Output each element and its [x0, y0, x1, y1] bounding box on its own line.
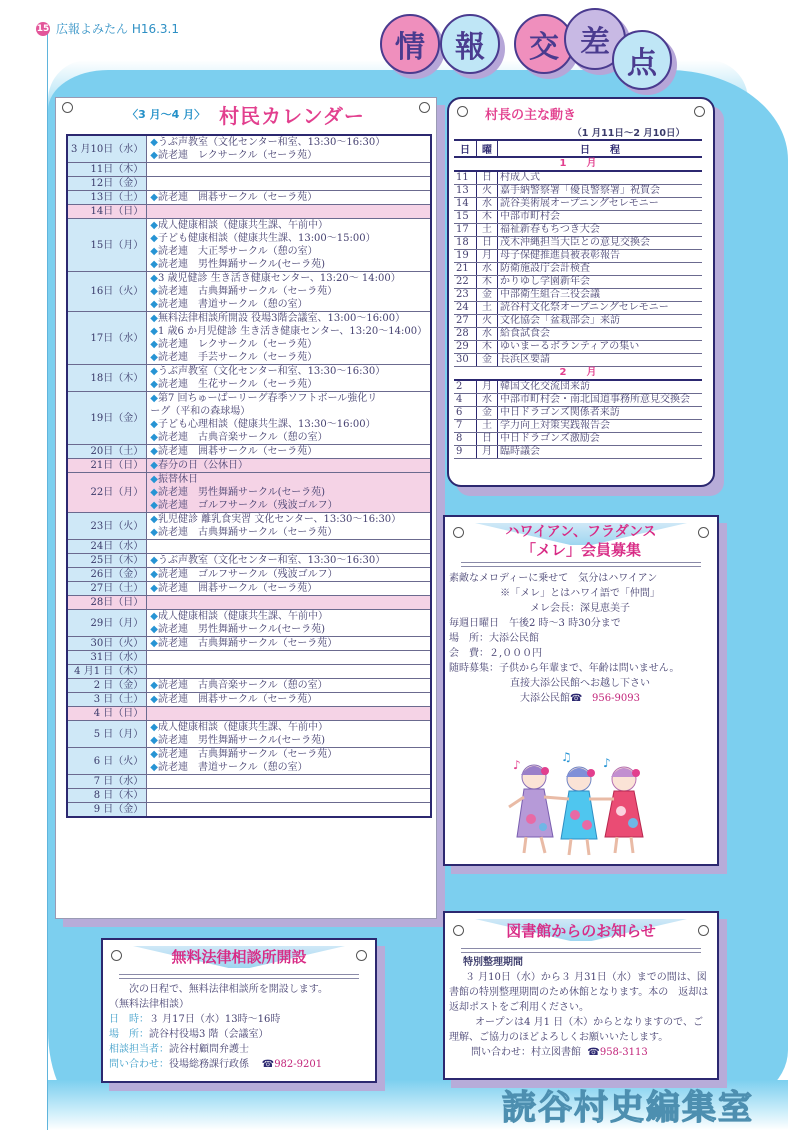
calendar-event: ◆ 読老連 手芸サークル（セーラ苑） — [150, 351, 427, 364]
calendar-date: 27日（土） — [67, 582, 147, 596]
calendar-event: ◆ 読老連 囲碁サークル（セーラ苑） — [150, 445, 427, 458]
calendar-row — [67, 205, 431, 219]
schedule-row — [454, 263, 702, 276]
calendar-events — [147, 163, 431, 177]
calendar-row — [67, 637, 431, 651]
law-row-value: ３ 月17日（水）13時〜16時 — [149, 1014, 281, 1025]
schedule-event: 防衛施設庁会計検査 — [498, 263, 703, 276]
month-label: 1 月 — [454, 157, 702, 171]
calendar-title: 村民カレンダー — [219, 103, 365, 128]
punch-hole-icon — [457, 106, 468, 117]
calendar-event: ーグ（平和の森球場） — [150, 406, 251, 417]
calendar-event: ◆ 読老連 囲碁サークル（セーラ苑） — [150, 582, 427, 595]
calendar-events — [147, 748, 431, 775]
schedule-day: 6 — [454, 407, 477, 420]
hawaiian-hula-recruitment-panel — [443, 515, 719, 866]
month-header-row — [454, 367, 702, 381]
schedule-weekday: 火 — [477, 315, 498, 328]
calendar-row — [67, 707, 431, 721]
calendar-row — [67, 665, 431, 679]
calendar-event: ◆ うぶ声教室（文化センター和室、13:30〜16:30） — [150, 136, 427, 149]
schedule-weekday: 土 — [477, 302, 498, 315]
law-title: 無料法律相談所開設 — [171, 948, 307, 966]
calendar-event: ◆ 成人健康相談（健康共生課、午前中） — [150, 610, 427, 623]
library-notice-panel — [443, 911, 719, 1080]
schedule-weekday: 火 — [477, 185, 498, 198]
schedule-day: 23 — [454, 289, 477, 302]
calendar-event: ◆ 読老連 男性舞踊サークル(セーラ苑) — [150, 258, 427, 271]
calendar-event: ◆ 子ども心理相談（健康共生課、13:30〜16:00） — [150, 418, 427, 431]
calendar-event: ◆ 成人健康相談（健康共生課、午前中） — [150, 219, 427, 232]
calendar-row — [67, 803, 431, 818]
calendar-event: ◆ 3 歳児健診 生き活き健康センター、13:20〜 14:00） — [150, 272, 427, 285]
hawaii-title-line1: ハワイアン、フラダンス — [505, 524, 657, 540]
schedule-day: 22 — [454, 276, 477, 289]
column-header-weekday: 曜 — [477, 140, 498, 157]
calendar-event: ◆ 読老連 書道サークル（憩の室） — [150, 761, 427, 774]
library-title: 図書館からのお知らせ — [506, 922, 656, 940]
schedule-event: 韓国文化交流団来訪 — [498, 380, 703, 394]
schedule-event: 中部市町村会・南北国道事務所意見交換会 — [498, 394, 703, 407]
calendar-events — [147, 219, 431, 272]
law-row-value: 読谷村顧問弁護士 — [169, 1044, 249, 1055]
page-header — [36, 20, 179, 37]
calendar-row — [67, 610, 431, 637]
mayor-period: （1 月11日〜2 月10日） — [572, 128, 685, 139]
schedule-weekday: 日 — [477, 433, 498, 446]
schedule-day: 18 — [454, 237, 477, 250]
schedule-weekday: 月 — [477, 380, 498, 394]
calendar-date: 21日（日） — [67, 459, 147, 473]
calendar-events — [147, 135, 431, 163]
calendar-row — [67, 191, 431, 205]
schedule-weekday: 水 — [477, 263, 498, 276]
calendar-date: 19日（金） — [67, 392, 147, 445]
schedule-weekday: 月 — [477, 446, 498, 459]
schedule-event: 中日ドラゴンズ激励会 — [498, 433, 703, 446]
calendar-row — [67, 651, 431, 665]
calendar-date: 15日（月） — [67, 219, 147, 272]
schedule-row — [454, 354, 702, 367]
calendar-date: 28日（日） — [67, 596, 147, 610]
schedule-row — [454, 198, 702, 211]
hawaii-line: ※「メレ」とはハワイ語で「仲間」 — [500, 588, 660, 599]
hawaii-line: 会 費：２,０００円 — [449, 648, 543, 659]
calendar-table — [66, 134, 432, 818]
calendar-event: ◆ 読老連 大正琴サークル（憩の室） — [150, 245, 427, 258]
calendar-row — [67, 392, 431, 445]
calendar-date: 6 日（火） — [67, 748, 147, 775]
schedule-weekday: 水 — [477, 394, 498, 407]
section-title-bubbles — [380, 8, 800, 98]
schedule-row — [454, 185, 702, 198]
calendar-event: ◆ 読老連 レクサークル（セーラ苑） — [150, 149, 427, 162]
calendar-row — [67, 775, 431, 789]
schedule-day: 28 — [454, 328, 477, 341]
calendar-events — [147, 312, 431, 365]
schedule-row — [454, 446, 702, 459]
calendar-row — [67, 554, 431, 568]
calendar-events — [147, 568, 431, 582]
contact-name: 大添公民館 — [520, 693, 571, 704]
calendar-date: 17日（水） — [67, 312, 147, 365]
calendar-row — [67, 582, 431, 596]
law-intro: 次の日程で、無料法律相談所を開設します。 — [129, 984, 328, 995]
mayor-schedule-table — [454, 139, 702, 459]
calendar-date: 16日（火） — [67, 272, 147, 312]
calendar-events — [147, 665, 431, 679]
schedule-day: 14 — [454, 198, 477, 211]
schedule-day: 11 — [454, 171, 477, 185]
calendar-row — [67, 312, 431, 365]
schedule-event: かりゆし学園新年会 — [498, 276, 703, 289]
schedule-day: 17 — [454, 224, 477, 237]
calendar-events — [147, 554, 431, 568]
schedule-day: 27 — [454, 315, 477, 328]
schedule-row — [454, 420, 702, 433]
calendar-event: ◆ 春分の日（公休日） — [150, 459, 427, 472]
schedule-event: 学力向上対策実践報告会 — [498, 420, 703, 433]
calendar-date: 26日（金） — [67, 568, 147, 582]
law-row-label: 場 所： — [109, 1029, 149, 1040]
law-body — [109, 982, 371, 1072]
calendar-date: 22日（月） — [67, 473, 147, 513]
contact-label: 問い合わせ：村立図書館 — [471, 1047, 581, 1058]
calendar-row — [67, 513, 431, 540]
schedule-day: 8 — [454, 433, 477, 446]
calendar-events — [147, 392, 431, 445]
schedule-row — [454, 289, 702, 302]
schedule-weekday: 土 — [477, 420, 498, 433]
schedule-day: 19 — [454, 250, 477, 263]
calendar-date: 24日（水） — [67, 540, 147, 554]
calendar-date: 14日（日） — [67, 205, 147, 219]
calendar-date: 2 日（金） — [67, 679, 147, 693]
hula-dancers-illustration — [499, 749, 659, 859]
law-row-label: 相談担当者： — [109, 1044, 169, 1055]
phone-icon: ☎ — [587, 1047, 600, 1058]
calendar-row — [67, 596, 431, 610]
calendar-date: 4 日（日） — [67, 707, 147, 721]
calendar-row — [67, 272, 431, 312]
calendar-events — [147, 205, 431, 219]
calendar-row — [67, 459, 431, 473]
schedule-weekday: 木 — [477, 341, 498, 354]
hawaii-contact — [449, 691, 711, 706]
law-row-value: 読谷村役場3 階（会議室） — [149, 1029, 269, 1040]
calendar-header — [56, 98, 436, 130]
calendar-date: 7 日（水） — [67, 775, 147, 789]
calendar-date: 23日（火） — [67, 513, 147, 540]
calendar-event: ◆ 乳児健診 離乳食実習 文化センター、13:30〜16:30） — [150, 513, 427, 526]
page-number-badge: 15 — [36, 23, 50, 34]
schedule-weekday: 金 — [477, 407, 498, 420]
schedule-day: 9 — [454, 446, 477, 459]
schedule-day: 29 — [454, 341, 477, 354]
schedule-row — [454, 407, 702, 420]
contact-phone: 958-3113 — [599, 1047, 648, 1058]
schedule-event: 村成人式 — [498, 171, 703, 185]
calendar-event: ◆ 1 歳6 か月児健診 生き活き健康センター、13:20〜14:00） — [150, 325, 427, 338]
hawaii-line: メレ会長：深見恵美子 — [530, 603, 630, 614]
schedule-event: 読谷美術展オープニングセレモニー — [498, 198, 703, 211]
schedule-event: 中部市町村会 — [498, 211, 703, 224]
law-row — [109, 1012, 371, 1027]
library-paragraph-2: オープンは4 月1 日（木）からとなりますので、ご理解、ご協力のほどよろしくお願いいたします。 — [449, 1017, 703, 1043]
calendar-events — [147, 596, 431, 610]
calendar-date: 13日（土） — [67, 191, 147, 205]
calendar-events — [147, 191, 431, 205]
calendar-events — [147, 637, 431, 651]
calendar-row — [67, 135, 431, 163]
calendar-date: 9 日（金） — [67, 803, 147, 818]
calendar-event: ◆ 読老連 囲碁サークル（セーラ苑） — [150, 191, 427, 204]
title-char-4: 差 — [564, 8, 626, 70]
column-header-day: 日 — [454, 140, 477, 157]
calendar-events — [147, 693, 431, 707]
law-row-value: 役場総務課行政係 — [169, 1059, 249, 1070]
law-row — [109, 1042, 371, 1057]
calendar-date: 4 月1 日（木） — [67, 665, 147, 679]
calendar-event: ◆ 読老連 古典舞踊サークル（セーラ苑） — [150, 285, 427, 298]
calendar-events — [147, 582, 431, 596]
contact-phone: 982-9201 — [274, 1059, 323, 1070]
calendar-event: ◆ 読老連 古典舞踊サークル（セーラ苑） — [150, 637, 427, 650]
calendar-date: 11日（木） — [67, 163, 147, 177]
calendar-events — [147, 789, 431, 803]
calendar-range: 〈3 月〜4 月〉 — [127, 108, 206, 121]
calendar-row — [67, 721, 431, 748]
hawaii-body — [449, 571, 711, 706]
schedule-row — [454, 433, 702, 446]
calendar-row — [67, 445, 431, 459]
svg-text:♫: ♫ — [561, 750, 572, 764]
hawaii-line: 随時募集：子供から年輩まで、年齢は問いません。 — [449, 663, 680, 674]
schedule-weekday: 日 — [477, 171, 498, 185]
month-header-row — [454, 157, 702, 171]
schedule-row — [454, 250, 702, 263]
calendar-event: ◆ 振替休日 — [150, 473, 427, 486]
calendar-date: 31日（水） — [67, 651, 147, 665]
schedule-day: 30 — [454, 354, 477, 367]
calendar-event: ◆ 無料法律相談所開設 役場3階会議室、13:00〜16:00） — [150, 312, 427, 325]
schedule-weekday: 木 — [477, 276, 498, 289]
library-paragraph-1: ３ 月10日（水）から３ 月31日（水）までの間は、図書館の特別整理期間のため休館となります。本の 返却は返却ポストをご利用ください。 — [449, 972, 709, 1013]
calendar-events — [147, 679, 431, 693]
schedule-day: 15 — [454, 211, 477, 224]
library-contact — [449, 1045, 711, 1060]
calendar-row — [67, 748, 431, 775]
schedule-day: 24 — [454, 302, 477, 315]
calendar-events — [147, 445, 431, 459]
calendar-event: ◆ 第7 回ちゅーばーリーグ春季ソフトボール強化リ — [150, 392, 427, 405]
schedule-row — [454, 211, 702, 224]
schedule-day: 21 — [454, 263, 477, 276]
schedule-event: 中部衛生組合三役会議 — [498, 289, 703, 302]
schedule-day: 4 — [454, 394, 477, 407]
schedule-event: 母子保健推進員被表彰報告 — [498, 250, 703, 263]
schedule-row — [454, 224, 702, 237]
schedule-event: 臨時議会 — [498, 446, 703, 459]
calendar-event: ◆ 読老連 古典舞踊サークル（セーラ苑） — [150, 526, 427, 539]
schedule-row — [454, 315, 702, 328]
calendar-event: ◆ 読老連 男性舞踊サークル(セーラ苑) — [150, 734, 427, 747]
law-row — [109, 1027, 371, 1042]
calendar-event: ◆ 読老連 ゴルフサークル（残波ゴルフ） — [150, 568, 427, 581]
calendar-event: ◆ 読老連 古典舞踊サークル（セーラ苑） — [150, 748, 427, 761]
calendar-event: ◆ 読老連 レクサークル（セーラ苑） — [150, 338, 427, 351]
calendar-date: 18日（木） — [67, 365, 147, 392]
calendar-row — [67, 679, 431, 693]
hawaii-line: 毎週日曜日 午後2 時〜3 時30分まで — [449, 618, 621, 629]
schedule-row — [454, 237, 702, 250]
schedule-day: 7 — [454, 420, 477, 433]
divider — [461, 562, 701, 567]
svg-text:♪: ♪ — [603, 756, 611, 770]
calendar-events — [147, 272, 431, 312]
calendar-date: 12日（金） — [67, 177, 147, 191]
calendar-event: ◆ 成人健康相談（健康共生課、午前中） — [150, 721, 427, 734]
legal-consultation-panel — [101, 938, 377, 1083]
calendar-row — [67, 163, 431, 177]
phone-icon: ☎ — [570, 693, 583, 704]
calendar-row — [67, 568, 431, 582]
schedule-weekday: 金 — [477, 289, 498, 302]
title-char-2: 報 — [440, 14, 500, 74]
schedule-row — [454, 276, 702, 289]
law-row — [109, 1057, 371, 1072]
schedule-weekday: 金 — [477, 354, 498, 367]
publication-title: 広報よみたん H16.3.1 — [56, 22, 180, 36]
calendar-events — [147, 540, 431, 554]
calendar-date: 29日（月） — [67, 610, 147, 637]
schedule-row — [454, 394, 702, 407]
calendar-event: ◆ うぶ声教室（文化センター和室、13:30〜16:30） — [150, 365, 427, 378]
schedule-day: 2 — [454, 380, 477, 394]
schedule-weekday: 水 — [477, 198, 498, 211]
schedule-event: 茂木沖縄担当大臣との意見交換会 — [498, 237, 703, 250]
contact-phone: 956-9093 — [592, 693, 640, 704]
title-char-5: 点 — [612, 30, 672, 90]
schedule-event: 給食試食会 — [498, 328, 703, 341]
law-sub: （無料法律相談） — [109, 999, 189, 1010]
calendar-events — [147, 177, 431, 191]
schedule-event: 長浜区要請 — [498, 354, 703, 367]
punch-hole-icon — [694, 106, 705, 117]
calendar-row — [67, 177, 431, 191]
hawaii-line: 素敵なメロディーに乗せて 気分はハワイアン — [449, 573, 658, 584]
calendar-row — [67, 219, 431, 272]
calendar-date: 3 月10日（水） — [67, 135, 147, 163]
hawaii-title-line2: 「メレ」会員募集 — [520, 541, 641, 559]
schedule-event: ゆいまーるボランティアの集い — [498, 341, 703, 354]
calendar-row — [67, 540, 431, 554]
calendar-events — [147, 775, 431, 789]
mayor-activities-panel — [447, 97, 715, 487]
watermark-text: 読谷村史編集室 — [502, 1088, 754, 1128]
calendar-date: 8 日（木） — [67, 789, 147, 803]
title-char-3: 交 — [514, 14, 574, 74]
calendar-row — [67, 365, 431, 392]
schedule-day: 13 — [454, 185, 477, 198]
svg-text:♪: ♪ — [513, 758, 521, 772]
calendar-events — [147, 803, 431, 818]
calendar-row — [67, 789, 431, 803]
divider — [461, 948, 701, 953]
calendar-event: ◆ 読老連 ゴルフサークル（残波ゴルフ） — [150, 499, 427, 512]
calendar-events — [147, 651, 431, 665]
calendar-date: 20日（土） — [67, 445, 147, 459]
schedule-event: 文化協会「盆栽部会」来訪 — [498, 315, 703, 328]
calendar-event: ◆ 読老連 古典音楽サークル（憩の室） — [150, 679, 427, 692]
schedule-event: 嘉手納警察署「優良警察署」祝賀会 — [498, 185, 703, 198]
hawaii-line: 場 所：大添公民館 — [449, 633, 539, 644]
law-row-label: 日 時： — [109, 1014, 149, 1025]
schedule-weekday: 日 — [477, 237, 498, 250]
calendar-event: ◆ 読老連 古典音楽サークル（憩の室） — [150, 431, 427, 444]
schedule-row — [454, 380, 702, 394]
schedule-weekday: 水 — [477, 328, 498, 341]
calendar-event: ◆ 子ども健康相談（健康共生課、13:00〜15:00） — [150, 232, 427, 245]
schedule-row — [454, 328, 702, 341]
schedule-weekday: 月 — [477, 250, 498, 263]
schedule-row — [454, 171, 702, 185]
divider — [119, 974, 359, 979]
library-body — [449, 955, 711, 1060]
calendar-events — [147, 513, 431, 540]
schedule-row — [454, 341, 702, 354]
title-char-1: 情 — [380, 14, 440, 74]
calendar-date: 25日（木） — [67, 554, 147, 568]
schedule-event: 中日ドラゴンズ関係者来訪 — [498, 407, 703, 420]
calendar-date: 5 日（月） — [67, 721, 147, 748]
schedule-event: 福祉新春もちつき大会 — [498, 224, 703, 237]
calendar-event: ◆ 読老連 男性舞踊サークル(セーラ苑) — [150, 486, 427, 499]
calendar-event: ◆ うぶ声教室（文化センター和室、13:30〜16:30） — [150, 554, 427, 567]
calendar-event: ◆ 読老連 男性舞踊サークル(セーラ苑) — [150, 623, 427, 636]
calendar-row — [67, 693, 431, 707]
hawaii-line: 直接大添公民館へお越し下さい — [510, 678, 650, 689]
calendar-events — [147, 459, 431, 473]
calendar-date: 3 日（土） — [67, 693, 147, 707]
calendar-date: 30日（火） — [67, 637, 147, 651]
schedule-event: 読谷村文化祭オープニングセレモニー — [498, 302, 703, 315]
month-label: 2 月 — [454, 367, 702, 381]
calendar-event: ◆ 読老連 囲碁サークル（セーラ苑） — [150, 693, 427, 706]
village-calendar-panel — [55, 97, 437, 919]
left-margin-rule — [47, 30, 48, 1130]
calendar-event: ◆ 読老連 生花サークル（セーラ苑） — [150, 378, 427, 391]
calendar-events — [147, 721, 431, 748]
schedule-row — [454, 302, 702, 315]
law-row-label: 問い合わせ： — [109, 1059, 169, 1070]
column-header-schedule: 日 程 — [498, 140, 703, 157]
schedule-weekday: 木 — [477, 211, 498, 224]
mayor-title: 村長の主な動き — [485, 108, 577, 123]
library-subtitle: 特別整理期間 — [463, 957, 523, 968]
calendar-event: ◆ 読老連 書道サークル（憩の室） — [150, 298, 427, 311]
calendar-events — [147, 707, 431, 721]
schedule-weekday: 土 — [477, 224, 498, 237]
calendar-events — [147, 473, 431, 513]
calendar-row — [67, 473, 431, 513]
calendar-events — [147, 610, 431, 637]
calendar-events — [147, 365, 431, 392]
phone-icon: ☎ — [261, 1059, 275, 1070]
